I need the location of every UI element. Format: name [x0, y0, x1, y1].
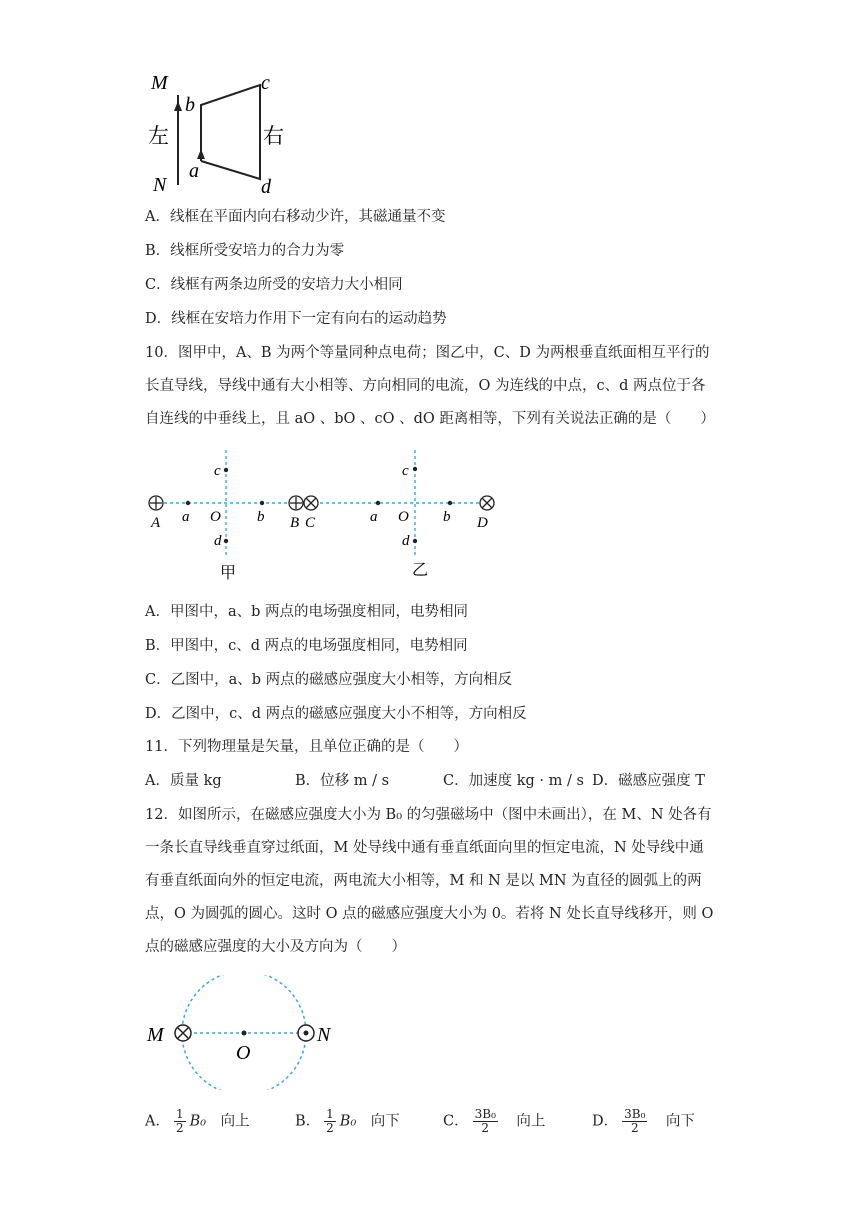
- figure-charges-wires: [140, 445, 510, 585]
- label-c: c: [261, 72, 270, 94]
- q12-option-a: A． $\frac{1}{2}$ B₀ 向上: [145, 1107, 250, 1135]
- q9-option-c: C．线框有两条边所受的安培力大小相同: [145, 277, 403, 293]
- q12-stem-line1: 12．如图所示，在磁感应强度大小为 B₀ 的匀强磁场中（图中未画出），在 M、N 处各有: [145, 807, 712, 823]
- q11-option-d: D．磁感应强度 T: [592, 773, 705, 789]
- q9-option-b: B．线框所受安培力的合力为零: [145, 243, 345, 259]
- label-d: d: [261, 176, 271, 198]
- q12-stem-line3: 有垂直纸面向外的恒定电流，两电流大小相等，M 和 N 是以 MN 为直径的圆弧上的两: [145, 873, 702, 889]
- svg-text:b: b: [257, 509, 265, 525]
- wire-C-icon: [304, 496, 318, 510]
- q12-stem-line5: 点的磁感应强度的大小及方向为（ ）: [145, 939, 406, 955]
- q11-option-b: B．位移 m / s: [295, 773, 390, 789]
- label-left: 左: [148, 124, 169, 148]
- q10-option-a: A．甲图中，a、b 两点的电场强度相同，电势相同: [145, 604, 469, 620]
- svg-text:a: a: [182, 509, 190, 525]
- svg-text:N: N: [317, 1024, 331, 1046]
- svg-text:M: M: [147, 1024, 164, 1046]
- label-right: 右: [263, 124, 284, 148]
- svg-text:a: a: [370, 509, 378, 525]
- q10-stem-line3: 自连线的中垂线上，且 aO 、bO 、cO 、dO 距离相等，下列有关说法正确的是（ ）: [145, 411, 715, 427]
- charge-B-icon: [289, 496, 303, 510]
- svg-text:c: c: [402, 463, 409, 479]
- svg-text:C: C: [305, 515, 316, 531]
- charge-A-icon: [149, 496, 163, 510]
- q12-stem-line2: 一条长直导线垂直穿过纸面，M 处导线中通有垂直纸面向里的恒定电流，N 处导线中通: [145, 840, 704, 856]
- svg-text:O: O: [210, 509, 221, 525]
- wire-D-icon: [480, 496, 494, 510]
- svg-text:D: D: [477, 515, 488, 531]
- q12-option-c: C． $\frac{\text{3B₀}}{2}$ 向上: [443, 1107, 546, 1135]
- q9-option-d: D．线框在安培力作用下一定有向右的运动趋势: [145, 311, 447, 327]
- q11-option-c: C．加速度 kg · m / s: [443, 773, 584, 789]
- svg-text:乙: 乙: [412, 562, 429, 579]
- svg-text:甲: 甲: [220, 565, 237, 582]
- q10-stem-line2: 长直导线，导线中通有大小相等、方向相同的电流，O 为连线的中点，c、d 两点位于各: [145, 378, 706, 394]
- svg-text:O: O: [398, 509, 409, 525]
- svg-text:A: A: [151, 515, 161, 531]
- wire-M-into-icon: [175, 1025, 191, 1041]
- label-b: b: [185, 94, 195, 116]
- svg-text:c: c: [214, 463, 221, 479]
- q9-option-a: A．线框在平面内向右移动少许，其磁通量不变: [145, 209, 446, 225]
- q10-option-c: C．乙图中，a、b 两点的磁感应强度大小相等，方向相反: [145, 672, 513, 688]
- q12-option-b: B． $\frac{1}{2}$ B₀ 向下: [295, 1107, 400, 1135]
- q11-stem: 11．下列物理量是矢量，且单位正确的是（ ）: [145, 739, 468, 755]
- q12-option-d: D． $\frac{\text{3B₀}}{2}$ 向下: [592, 1107, 695, 1135]
- label-N: N: [153, 174, 167, 196]
- q11-option-a: A．质量 kg: [145, 773, 222, 789]
- label-a: a: [189, 160, 199, 182]
- svg-text:O: O: [236, 1042, 251, 1064]
- q10-option-b: B．甲图中，c、d 两点的电场强度相同，电势相同: [145, 638, 468, 654]
- svg-text:d: d: [402, 533, 410, 549]
- svg-text:B: B: [290, 515, 300, 531]
- figure-wire-loop: [145, 65, 295, 200]
- svg-text:d: d: [214, 533, 222, 549]
- q12-stem-line4: 点，O 为圆弧的圆心。这时 O 点的磁感应强度大小为 0。若将 N 处长直导线移开，则 O: [145, 906, 714, 922]
- q10-option-d: D．乙图中，c、d 两点的磁感应强度大小不相等，方向相反: [145, 706, 527, 722]
- label-M: M: [151, 72, 168, 94]
- svg-text:b: b: [443, 509, 451, 525]
- q10-stem-line1: 10．图甲中，A、B 为两个等量同种点电荷；图乙中，C、D 为两根垂直纸面相互平行的: [145, 345, 710, 361]
- figure-circle-wires: [145, 975, 345, 1090]
